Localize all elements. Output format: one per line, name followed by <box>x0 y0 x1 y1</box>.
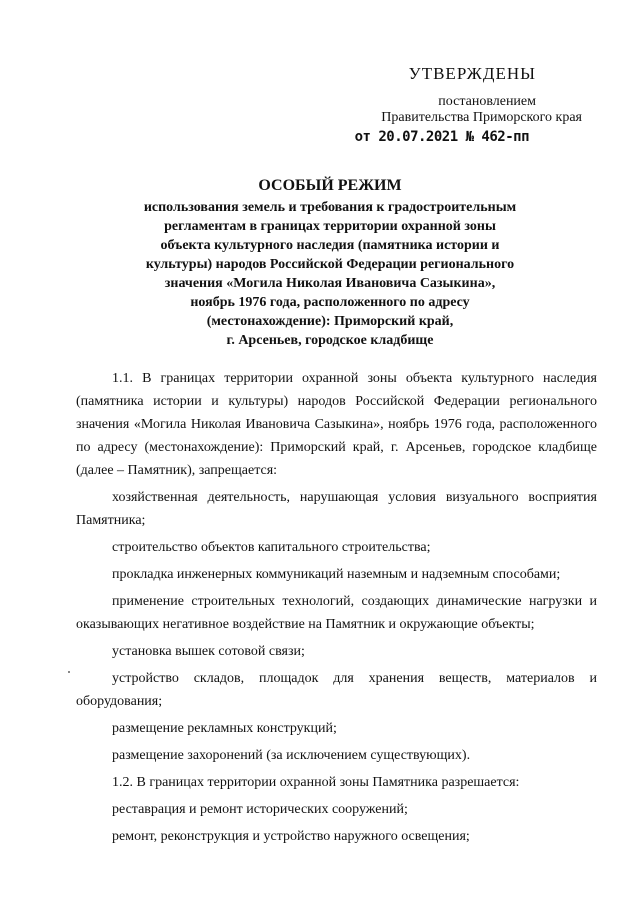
subtitle-line: использования земель и требования к градостроительным <box>143 200 517 215</box>
subtitle-line: регламентам в границах территории охранной зоны <box>164 219 496 234</box>
subtitle-line: ноябрь 1976 года, расположенного по адресу <box>190 295 470 310</box>
subtitle-line: культуры) народов Российской Федерации регионального <box>145 257 515 272</box>
subtitle-line: г. Арсеньев, городское кладбище <box>226 333 434 348</box>
list-item: прокладка инженерных коммуникаций наземным и надземным способами; <box>112 567 561 582</box>
list-item: применение строительных технологий, создающих динамические нагрузки и оказывающих негативное воздействие на Памятник и окружающие объекты; <box>76 594 597 632</box>
document-title: ОСОБЫЙ РЕЖИМ <box>258 177 402 194</box>
scan-speck <box>68 671 70 673</box>
list-item: установка вышек сотовой связи; <box>112 644 305 659</box>
paragraph-1-1: 1.1. В границах территории охранной зоны объекта культурного наследия (памятника истории и культуры) народов Российской Федерации регионального значения «Могила Николая Ивановича Сазыкина», ноябрь 1976 года, расположенного по адресу (местонахождение): Приморский край, г. Арсеньев, городское кладбище (далее – Памятник), запрещается: <box>76 371 597 478</box>
approval-line-3: от 20.07.2021 № 462-пп <box>354 129 529 145</box>
list-item: хозяйственная деятельность, нарушающая условия визуального восприятия Памятника; <box>76 490 597 528</box>
subtitle-line: (местонахождение): Приморский край, <box>206 314 454 329</box>
subtitle-line: значения «Могила Николая Ивановича Сазыкина», <box>164 276 496 291</box>
approval-line-2: Правительства Приморского края <box>381 110 582 125</box>
list-item: строительство объектов капитального строительства; <box>112 540 431 555</box>
list-item: реставрация и ремонт исторических сооружений; <box>112 802 408 817</box>
document-heading <box>80 176 580 350</box>
subtitle-line: объекта культурного наследия (памятника истории и <box>160 238 500 253</box>
list-item: размещение рекламных конструкций; <box>112 721 337 736</box>
paragraph-1-2: 1.2. В границах территории охранной зоны Памятника разрешается: <box>112 775 520 790</box>
list-item: устройство складов, площадок для хранения веществ, материалов и оборудования; <box>76 671 597 709</box>
approval-title: УТВЕРЖДЕНЫ <box>408 64 536 83</box>
document-body <box>76 367 597 848</box>
approval-line-1: постановлением <box>438 94 536 109</box>
list-item: размещение захоронений (за исключением существующих). <box>112 748 471 763</box>
list-item: ремонт, реконструкция и устройство наружного освещения; <box>112 829 470 844</box>
